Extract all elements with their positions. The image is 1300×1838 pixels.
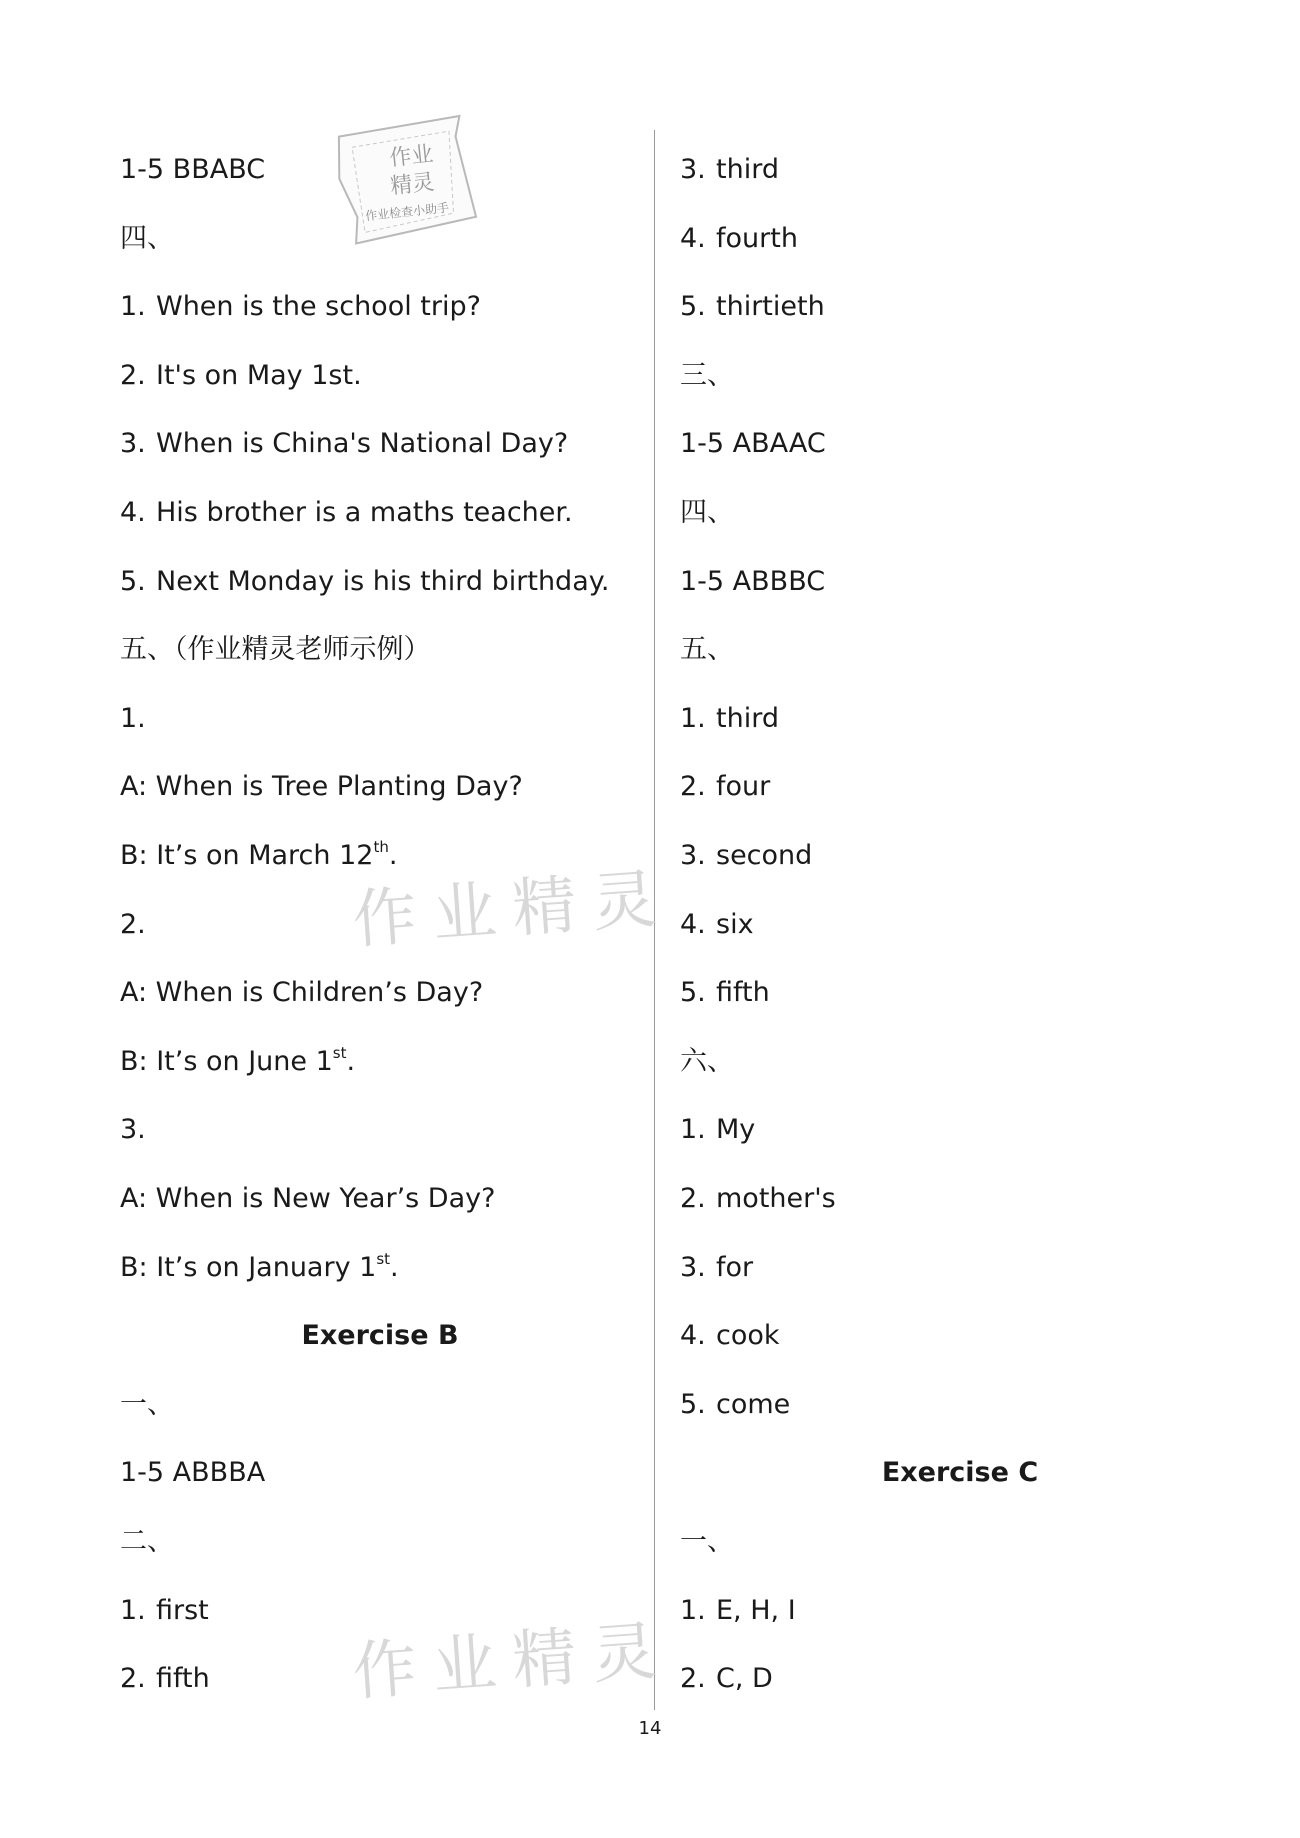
line-text: 一、 bbox=[120, 1388, 174, 1420]
line-text: Exercise C bbox=[881, 1457, 1039, 1489]
line-text: 四、 bbox=[680, 497, 734, 528]
answer-line bbox=[120, 287, 481, 327]
watermark: 作业精灵 bbox=[350, 861, 675, 959]
line-text: 1-5 ABBBC bbox=[680, 565, 826, 597]
answer-line bbox=[680, 219, 798, 259]
line-text: B: It’s on January 1 bbox=[120, 1251, 377, 1283]
answer-line bbox=[120, 1522, 174, 1562]
line-text: When is China's National Day? bbox=[156, 428, 569, 460]
answer-line bbox=[120, 1659, 210, 1699]
answer-line bbox=[680, 630, 734, 670]
answer-line bbox=[680, 1042, 734, 1082]
line-text: 五、 bbox=[680, 634, 734, 666]
answer-line bbox=[120, 1591, 209, 1631]
answer-line bbox=[120, 356, 362, 396]
answer-line bbox=[120, 1248, 399, 1288]
svg-text:作业检查小助手: 作业检查小助手 bbox=[364, 200, 450, 224]
answer-line bbox=[680, 836, 812, 876]
section-heading bbox=[120, 1316, 640, 1356]
line-text: E, H, I bbox=[716, 1594, 796, 1626]
line-text: 2. bbox=[120, 908, 146, 940]
answer-line bbox=[120, 1385, 174, 1425]
answer-line bbox=[120, 905, 146, 945]
item-number: 3. bbox=[120, 428, 146, 460]
answer-line bbox=[680, 287, 825, 327]
item-number: 2. bbox=[680, 771, 706, 803]
line-text: A: When is Tree Planting Day? bbox=[120, 771, 523, 803]
answer-line bbox=[680, 905, 754, 945]
answer-line bbox=[120, 1110, 146, 1150]
answer-line bbox=[120, 1042, 355, 1082]
item-number: 4. bbox=[120, 497, 146, 528]
line-text: 一、 bbox=[680, 1526, 734, 1557]
line-text: 1-5 ABBBA bbox=[120, 1457, 266, 1489]
answer-line bbox=[680, 1385, 790, 1425]
item-number: 5. bbox=[680, 977, 706, 1009]
page-number: 14 bbox=[638, 1718, 662, 1739]
ordinal-suffix: st bbox=[332, 1043, 347, 1062]
line-text: Exercise B bbox=[301, 1320, 459, 1352]
answer-line bbox=[680, 973, 770, 1013]
item-number: 1. bbox=[680, 702, 706, 734]
item-number: 5. bbox=[120, 565, 146, 597]
item-number: 1. bbox=[120, 291, 146, 323]
answer-line bbox=[680, 767, 770, 807]
answer-line bbox=[120, 424, 568, 464]
line-text: When is the school trip? bbox=[156, 291, 481, 323]
answer-line bbox=[680, 1248, 753, 1288]
item-number: 2. bbox=[680, 1663, 706, 1695]
answer-line bbox=[680, 493, 734, 533]
line-text: 六、 bbox=[680, 1045, 734, 1077]
line-text: 二、 bbox=[120, 1526, 174, 1557]
line-text: It's on May 1st. bbox=[156, 359, 362, 391]
trailing-punctuation: . bbox=[346, 1045, 356, 1077]
answer-line bbox=[680, 424, 826, 464]
watermark: 作业精灵 bbox=[350, 1613, 675, 1711]
line-text: mother's bbox=[716, 1183, 836, 1214]
item-number: 4. bbox=[680, 222, 706, 254]
answer-line bbox=[680, 699, 779, 739]
item-number: 5. bbox=[680, 291, 706, 323]
svg-text:作业: 作业 bbox=[388, 141, 435, 172]
line-text: six bbox=[716, 908, 754, 940]
answer-line bbox=[120, 973, 483, 1013]
line-text: A: When is New Year’s Day? bbox=[120, 1183, 496, 1214]
answer-line bbox=[120, 767, 523, 807]
line-text: B: It’s on June 1 bbox=[120, 1045, 333, 1077]
line-text: 五、（作业精灵老师示例） bbox=[120, 634, 431, 666]
answer-line bbox=[120, 630, 431, 670]
answer-line bbox=[680, 150, 779, 190]
item-number: 1. bbox=[680, 1114, 706, 1146]
line-text: come bbox=[716, 1388, 791, 1420]
line-text: third bbox=[716, 702, 779, 734]
line-text: B: It’s on March 12 bbox=[120, 840, 374, 871]
line-text: C, D bbox=[716, 1663, 773, 1695]
item-number: 1. bbox=[120, 1594, 146, 1626]
answer-line bbox=[680, 356, 734, 396]
line-text: His brother is a maths teacher. bbox=[156, 497, 573, 528]
line-text: thirtieth bbox=[716, 291, 825, 323]
line-text: 三、 bbox=[680, 359, 734, 391]
item-number: 3. bbox=[680, 1251, 706, 1283]
item-number: 1. bbox=[680, 1594, 706, 1626]
item-number: 4. bbox=[680, 1320, 706, 1352]
item-number: 4. bbox=[680, 908, 706, 940]
line-text: A: When is Children’s Day? bbox=[120, 977, 484, 1009]
answer-line bbox=[120, 493, 573, 533]
line-text: 1-5 ABAAC bbox=[680, 428, 826, 460]
item-number: 3. bbox=[680, 154, 706, 185]
answer-line bbox=[680, 562, 825, 602]
item-number: 2. bbox=[120, 359, 146, 391]
line-text: four bbox=[716, 771, 771, 803]
line-text: third bbox=[716, 154, 779, 185]
line-text: 3. bbox=[120, 1114, 146, 1146]
line-text: Next Monday is his third birthday. bbox=[156, 565, 610, 597]
line-text: fifth bbox=[716, 977, 770, 1009]
line-text: for bbox=[716, 1251, 754, 1283]
answer-line bbox=[120, 219, 174, 259]
answer-line bbox=[680, 1316, 780, 1356]
line-text: second bbox=[716, 840, 813, 871]
answer-line bbox=[120, 150, 265, 190]
trailing-punctuation: . bbox=[390, 1251, 399, 1283]
item-number: 2. bbox=[680, 1183, 706, 1214]
ordinal-suffix: th bbox=[373, 838, 389, 856]
answer-line bbox=[120, 1179, 495, 1219]
svg-text:精灵: 精灵 bbox=[389, 170, 436, 200]
line-text: fifth bbox=[156, 1663, 210, 1695]
item-number: 5. bbox=[680, 1388, 706, 1420]
answer-line bbox=[120, 699, 146, 739]
line-text: first bbox=[156, 1594, 209, 1626]
item-number: 3. bbox=[680, 840, 706, 871]
item-number: 2. bbox=[120, 1663, 146, 1695]
trailing-punctuation: . bbox=[388, 840, 398, 871]
line-text: 1-5 BBABC bbox=[120, 154, 266, 185]
line-text: My bbox=[716, 1114, 756, 1146]
line-text: 1. bbox=[120, 702, 146, 734]
answer-line bbox=[120, 562, 609, 602]
ordinal-suffix: st bbox=[376, 1249, 391, 1268]
line-text: fourth bbox=[716, 222, 798, 254]
answer-line bbox=[680, 1110, 755, 1150]
line-text: cook bbox=[716, 1320, 780, 1352]
answer-line bbox=[680, 1179, 836, 1219]
answer-line bbox=[120, 1453, 265, 1493]
section-heading bbox=[680, 1453, 1240, 1493]
answer-line bbox=[680, 1591, 796, 1631]
answer-line bbox=[680, 1522, 734, 1562]
line-text: 四、 bbox=[120, 222, 174, 254]
stamp-logo bbox=[330, 112, 480, 252]
answer-line bbox=[680, 1659, 773, 1699]
